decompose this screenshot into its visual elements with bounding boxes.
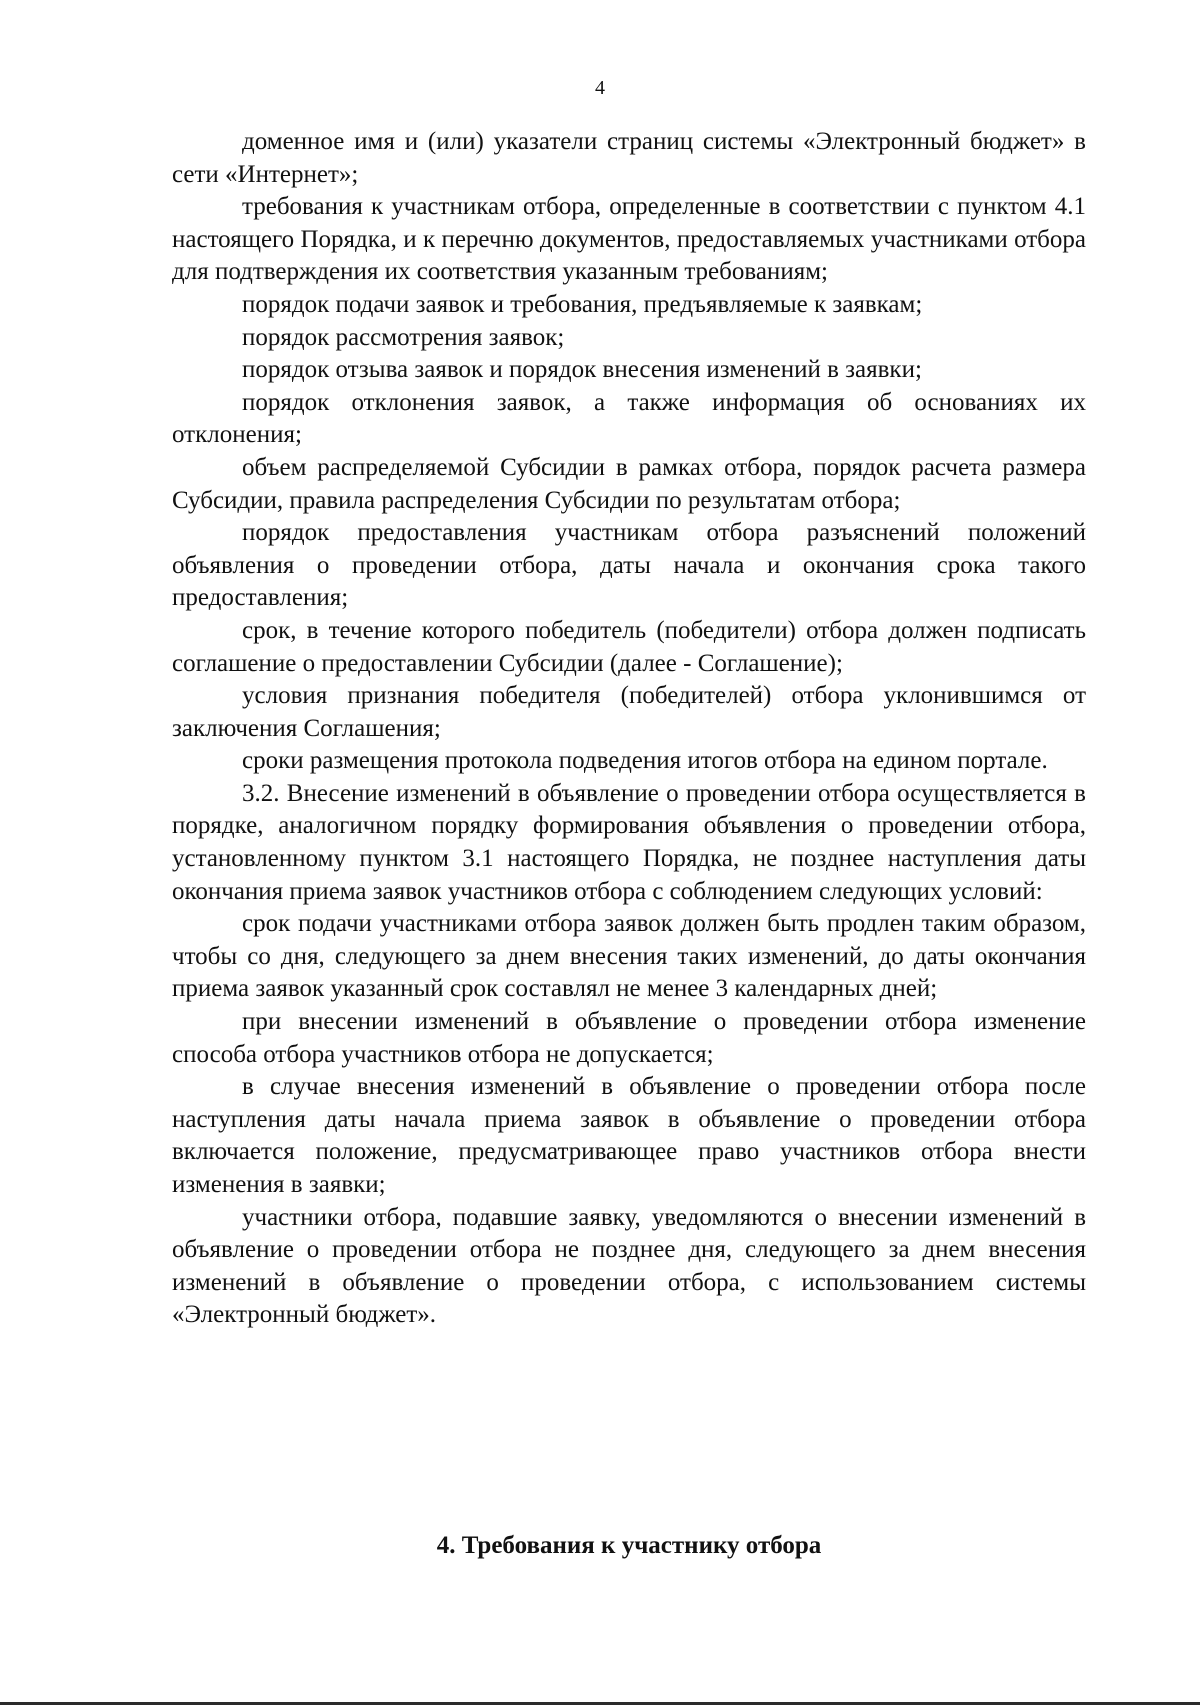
paragraph: при внесении изменений в объявление о проведении отбора изменение способа отбора участников отбора не допускается; — [172, 1008, 1086, 1068]
paragraph: участники отбора, подавшие заявку, уведомляются о внесении изменений в объявление о проведении отбора не позднее дня, следующего за днем внесения изменений в объявление о проведении отбора, с использованием системы «Электронный бюджет». — [172, 1203, 1086, 1329]
paragraph: порядок рассмотрения заявок; — [242, 323, 565, 351]
paragraph: доменное имя и (или) указатели страниц системы «Электронный бюджет» в сети «Интернет»; — [172, 128, 1086, 188]
paragraph: порядок отзыва заявок и порядок внесения изменений в заявки; — [242, 356, 922, 384]
paragraph: требования к участникам отбора, определенные в соответствии с пунктом 4.1 настоящего Порядка, и к перечню документов, предоставляемых участниками отбора для подтверждения их соответствия указанным требованиям; — [172, 193, 1086, 286]
paragraph: объем распределяемой Субсидии в рамках отбора, порядок расчета размера Субсидии, правила распределения Субсидии по результатам отбора; — [172, 453, 1086, 514]
paragraph: порядок предоставления участникам отбора разъяснений положений объявления о проведении отбора, даты начала и окончания срока такого предоставления; — [172, 519, 1086, 612]
document-body — [172, 126, 1086, 1332]
paragraph: порядок подачи заявок и требования, предъявляемые к заявкам; — [242, 290, 923, 318]
paragraph: в случае внесения изменений в объявление о проведении отбора после наступления даты начала приема заявок в объявление о проведении отбора включается положение, предусматривающее право участников отбора внести изменения в заявки; — [172, 1073, 1086, 1198]
paragraph: сроки размещения протокола подведения итогов отбора на едином портале. — [242, 747, 1048, 775]
page-number: 4 — [595, 77, 605, 99]
paragraph: 3.2. Внесение изменений в объявление о проведении отбора осуществляется в порядке, аналогичном порядку формирования объявления о проведении отбора, установленному пунктом 3.1 настоящего Порядка, не позднее наступления даты окончания приема заявок участников отбора с соблюдением следующих условий: — [172, 779, 1086, 905]
section-heading: 4. Требования к участнику отбора — [436, 1532, 822, 1559]
paragraph: срок подачи участниками отбора заявок должен быть продлен таким образом, чтобы со дня, следующего за днем внесения таких изменений, до даты окончания приема заявок указанный срок составлял не менее 3 календарных дней; — [172, 910, 1086, 1003]
paragraph: условия признания победителя (победителей) отбора уклонившимся от заключения Соглашения; — [172, 682, 1086, 742]
paragraph: порядок отклонения заявок, а также информация об основаниях их отклонения; — [172, 388, 1086, 449]
paragraph: срок, в течение которого победитель (победители) отбора должен подписать соглашение о предоставлении Субсидии (далее - Соглашение); — [172, 616, 1086, 677]
